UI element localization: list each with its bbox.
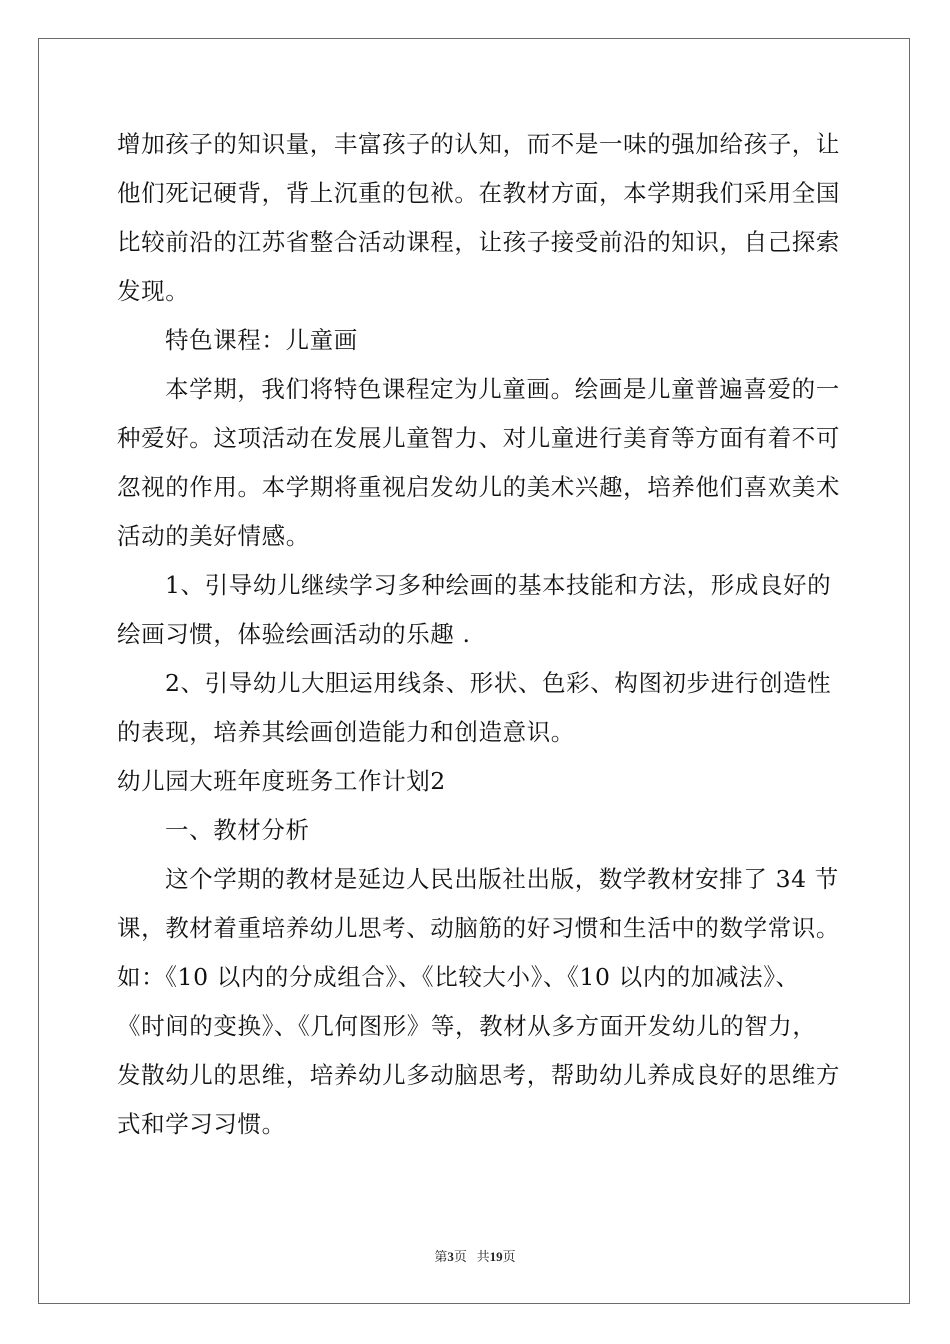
- body-line: 《时间的变换》、《几何图形》等，教材从多方面开发幼儿的智力，: [117, 1012, 817, 1040]
- total-prefix: 共: [476, 1249, 490, 1264]
- body-line: 这个学期的教材是延边人民出版社出版，数学教材安排了 34 节: [165, 865, 839, 893]
- body-line: 本学期，我们将特色课程定为儿童画。绘画是儿童普遍喜爱的一: [165, 375, 840, 403]
- body-line: 他们死记硬背，背上沉重的包袱。在教材方面，本学期我们采用全国: [117, 179, 840, 207]
- body-line: 增加孩子的知识量，丰富孩子的认知，而不是一味的强加给孩子，让: [117, 130, 840, 158]
- body-line: 忽视的作用。本学期将重视启发幼儿的美术兴趣，培养他们喜欢美术: [117, 473, 840, 501]
- page-footer: [0, 1246, 950, 1265]
- page-label-suffix: 页: [453, 1249, 467, 1264]
- body-line: 比较前沿的江苏省整合活动课程，让孩子接受前沿的知识，自己探索: [117, 228, 840, 256]
- total-suffix: 页: [502, 1249, 516, 1264]
- document-title: 幼儿园大班年度班务工作计划2: [117, 767, 446, 795]
- total-pages: 19: [489, 1249, 503, 1264]
- list-item: 2、引导幼儿大胆运用线条、形状、色彩、构图初步进行创造性: [165, 669, 832, 697]
- section-heading: 特色课程：儿童画: [165, 326, 358, 354]
- body-line: 种爱好。这项活动在发展儿童智力、对儿童进行美育等方面有着不可: [117, 424, 840, 452]
- body-line: 式和学习习惯。: [117, 1110, 286, 1138]
- body-line: 课，教材着重培养幼儿思考、动脑筋的好习惯和生活中的数学常识。: [117, 914, 840, 942]
- body-line: 如：《10 以内的分成组合》、《比较大小》、《10 以内的加减法》、: [117, 963, 800, 991]
- body-line: 发现。: [117, 277, 190, 305]
- body-line: 的表现，培养其绘画创造能力和创造意识。: [117, 718, 575, 746]
- body-line: 活动的美好情感。: [117, 522, 310, 550]
- section-heading: 一、教材分析: [165, 816, 310, 844]
- page-label-prefix: 第: [434, 1249, 448, 1264]
- list-item: 1、引导幼儿继续学习多种绘画的基本技能和方法，形成良好的: [165, 571, 832, 599]
- page-number: 3: [447, 1249, 454, 1264]
- body-line: 绘画习惯，体验绘画活动的乐趣 .: [117, 620, 471, 648]
- body-line: 发散幼儿的思维，培养幼儿多动脑思考，帮助幼儿养成良好的思维方: [117, 1061, 840, 1089]
